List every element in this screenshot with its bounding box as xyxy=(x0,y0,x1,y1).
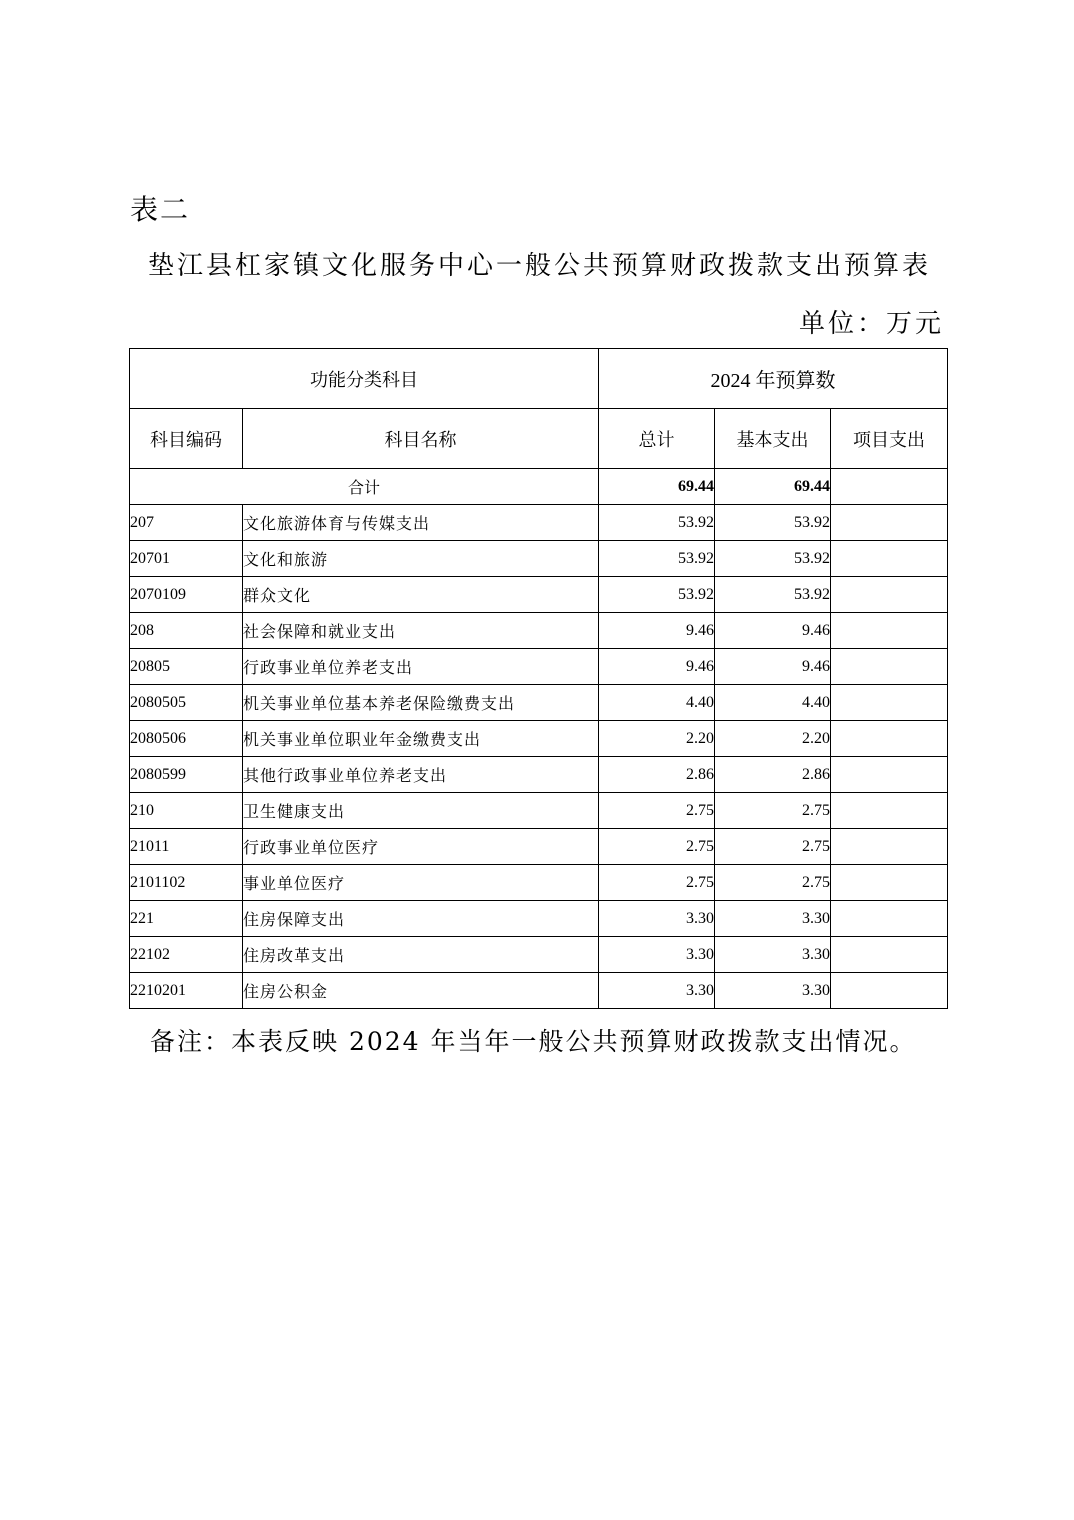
row-basic: 4.40 xyxy=(715,685,831,721)
header-year-budget: 2024 年预算数 xyxy=(599,349,948,409)
table-row xyxy=(130,613,948,649)
row-total: 4.40 xyxy=(599,685,715,721)
row-total: 3.30 xyxy=(599,937,715,973)
table-row xyxy=(130,577,948,613)
table-row xyxy=(130,829,948,865)
document-title: 垫江县杠家镇文化服务中心一般公共预算财政拨款支出预算表 xyxy=(148,251,932,281)
total-row xyxy=(130,469,948,505)
row-name: 行政事业单位医疗 xyxy=(243,829,599,865)
total-basic: 69.44 xyxy=(715,469,831,505)
table-row xyxy=(130,541,948,577)
row-total: 53.92 xyxy=(599,541,715,577)
table-row xyxy=(130,649,948,685)
row-code: 208 xyxy=(130,613,243,649)
header-basic: 基本支出 xyxy=(715,409,831,469)
table-row xyxy=(130,505,948,541)
row-project xyxy=(831,757,948,793)
row-project xyxy=(831,901,948,937)
row-total: 2.20 xyxy=(599,721,715,757)
row-total: 53.92 xyxy=(599,505,715,541)
total-total: 69.44 xyxy=(599,469,715,505)
row-name: 机关事业单位职业年金缴费支出 xyxy=(243,721,599,757)
row-name: 文化旅游体育与传媒支出 xyxy=(243,505,599,541)
row-total: 2.75 xyxy=(599,793,715,829)
row-name: 行政事业单位养老支出 xyxy=(243,649,599,685)
row-project xyxy=(831,937,948,973)
row-basic: 2.75 xyxy=(715,829,831,865)
row-project xyxy=(831,721,948,757)
row-name: 其他行政事业单位养老支出 xyxy=(243,757,599,793)
row-name: 文化和旅游 xyxy=(243,541,599,577)
row-total: 3.30 xyxy=(599,901,715,937)
row-total: 3.30 xyxy=(599,973,715,1009)
row-code: 22102 xyxy=(130,937,243,973)
row-basic: 53.92 xyxy=(715,541,831,577)
budget-table xyxy=(129,348,948,1009)
table-row xyxy=(130,721,948,757)
table-label: 表二 xyxy=(130,193,191,226)
header-total: 总计 xyxy=(599,409,715,469)
header-category: 功能分类科目 xyxy=(130,349,599,409)
table-row xyxy=(130,973,948,1009)
row-project xyxy=(831,649,948,685)
table-row xyxy=(130,901,948,937)
row-total: 9.46 xyxy=(599,613,715,649)
table-row xyxy=(130,757,948,793)
row-total: 53.92 xyxy=(599,577,715,613)
row-name: 事业单位医疗 xyxy=(243,865,599,901)
row-code: 20701 xyxy=(130,541,243,577)
row-project xyxy=(831,577,948,613)
table-row xyxy=(130,685,948,721)
row-code: 2080506 xyxy=(130,721,243,757)
table-row xyxy=(130,937,948,973)
row-project xyxy=(831,541,948,577)
row-name: 卫生健康支出 xyxy=(243,793,599,829)
row-code: 221 xyxy=(130,901,243,937)
header-row-2 xyxy=(130,409,948,469)
row-basic: 2.75 xyxy=(715,865,831,901)
unit-label: 单位：万元 xyxy=(798,309,944,339)
row-total: 2.75 xyxy=(599,865,715,901)
row-total: 9.46 xyxy=(599,649,715,685)
row-name: 住房公积金 xyxy=(243,973,599,1009)
row-code: 210 xyxy=(130,793,243,829)
row-basic: 3.30 xyxy=(715,901,831,937)
row-code: 2070109 xyxy=(130,577,243,613)
row-total: 2.86 xyxy=(599,757,715,793)
row-basic: 3.30 xyxy=(715,973,831,1009)
row-basic: 53.92 xyxy=(715,577,831,613)
row-basic: 9.46 xyxy=(715,613,831,649)
row-basic: 9.46 xyxy=(715,649,831,685)
row-name: 机关事业单位基本养老保险缴费支出 xyxy=(243,685,599,721)
row-project xyxy=(831,613,948,649)
total-label: 合计 xyxy=(130,469,599,505)
footnote: 备注：本表反映 2024 年当年一般公共预算财政拨款支出情况。 xyxy=(150,1027,917,1056)
row-basic: 2.20 xyxy=(715,721,831,757)
table-row xyxy=(130,865,948,901)
header-row-1 xyxy=(130,349,948,409)
row-project xyxy=(831,865,948,901)
row-basic: 2.86 xyxy=(715,757,831,793)
header-code: 科目编码 xyxy=(130,409,243,469)
row-total: 2.75 xyxy=(599,829,715,865)
header-name: 科目名称 xyxy=(243,409,599,469)
row-basic: 3.30 xyxy=(715,937,831,973)
row-project xyxy=(831,685,948,721)
row-name: 住房改革支出 xyxy=(243,937,599,973)
row-name: 群众文化 xyxy=(243,577,599,613)
row-code: 20805 xyxy=(130,649,243,685)
row-code: 207 xyxy=(130,505,243,541)
total-project xyxy=(831,469,948,505)
row-project xyxy=(831,973,948,1009)
row-code: 2080505 xyxy=(130,685,243,721)
row-name: 社会保障和就业支出 xyxy=(243,613,599,649)
header-project: 项目支出 xyxy=(831,409,948,469)
table-row xyxy=(130,793,948,829)
row-project xyxy=(831,829,948,865)
row-project xyxy=(831,793,948,829)
row-code: 2101102 xyxy=(130,865,243,901)
row-code: 2210201 xyxy=(130,973,243,1009)
row-code: 21011 xyxy=(130,829,243,865)
row-project xyxy=(831,505,948,541)
row-basic: 2.75 xyxy=(715,793,831,829)
row-code: 2080599 xyxy=(130,757,243,793)
row-basic: 53.92 xyxy=(715,505,831,541)
row-name: 住房保障支出 xyxy=(243,901,599,937)
